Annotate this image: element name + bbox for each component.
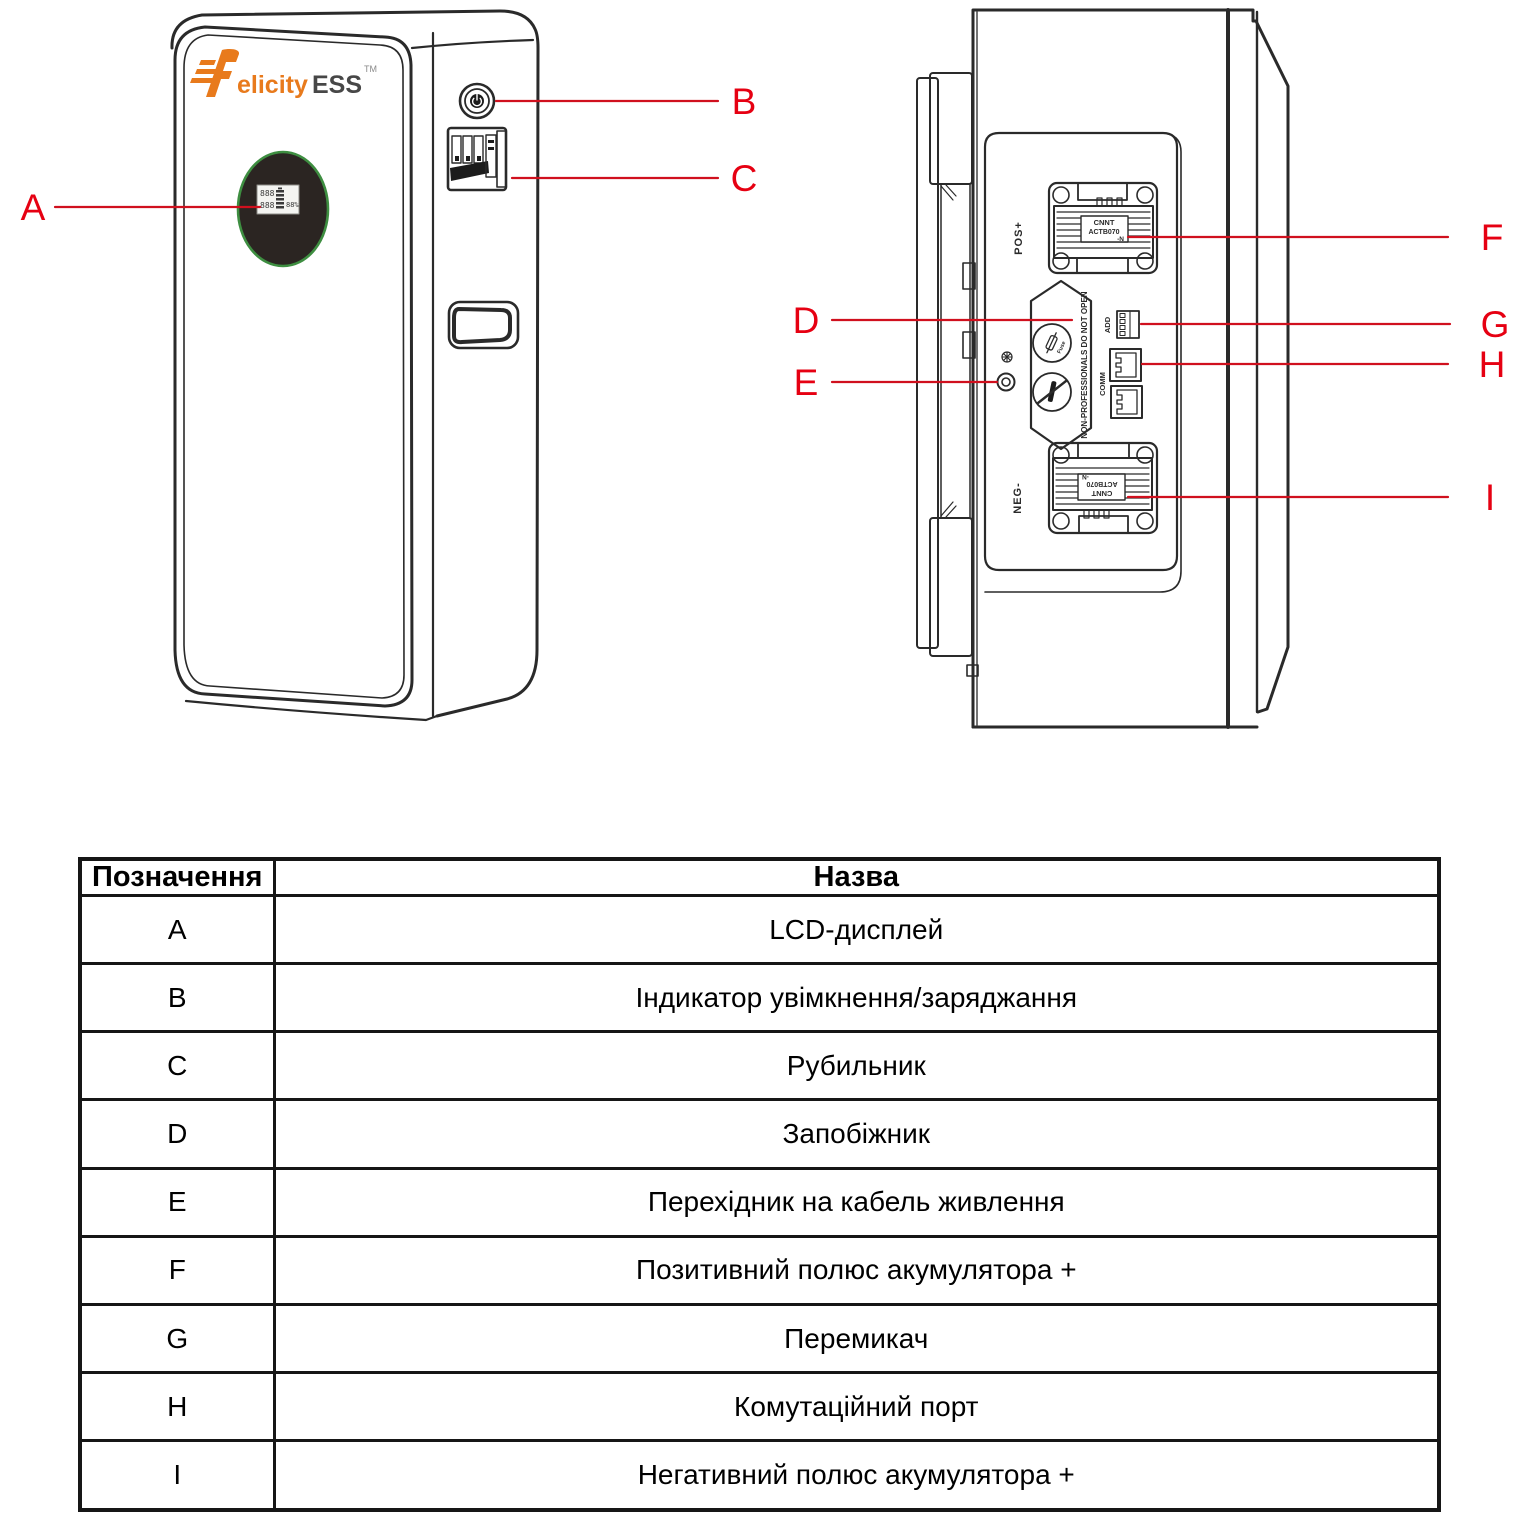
- do-not-open-icon: [1033, 373, 1071, 411]
- logo-tm: TM: [364, 64, 377, 74]
- front-face-outer: [175, 27, 412, 706]
- fuse-plate: [1031, 281, 1091, 449]
- roof-front-edge: [412, 40, 533, 48]
- row-name: Перехідник на кабель живлення: [274, 1168, 1439, 1236]
- row-letter: B: [80, 964, 274, 1032]
- row-name: LCD-дисплей: [274, 896, 1439, 964]
- callout-label-g: G: [1480, 304, 1510, 345]
- breaker-handle: [450, 161, 489, 181]
- lcd-digits-bottom: 888: [260, 201, 275, 210]
- comm-port-lower: [1111, 386, 1142, 418]
- dip-switch-label: ADD: [1103, 316, 1112, 334]
- callout-label-c: C: [730, 158, 758, 199]
- row-name: Комутаційний порт: [274, 1373, 1439, 1441]
- table-row: [80, 1373, 1439, 1441]
- callout-label-f: F: [1480, 217, 1504, 258]
- bracket-hatch-top: [941, 185, 956, 200]
- callout-label-b: B: [731, 81, 757, 122]
- row-name: Запобіжник: [274, 1100, 1439, 1168]
- handle-recess: [449, 302, 518, 348]
- row-letter: H: [80, 1373, 274, 1441]
- breaker-switch: [448, 128, 506, 190]
- do-not-open-text: NON-PROFESSIONALS DO NOT OPEN: [1080, 291, 1089, 439]
- power-cable-connector: [998, 374, 1015, 391]
- row-letter: G: [80, 1304, 274, 1372]
- fuse-icon-label: Fuse: [1056, 340, 1068, 355]
- side-body: [973, 10, 1288, 727]
- row-name: Перемикач: [274, 1304, 1439, 1372]
- positive-terminal: [1049, 183, 1157, 273]
- table-row: [80, 1100, 1439, 1168]
- table-row: [80, 1304, 1439, 1372]
- callout-label-a: A: [20, 187, 46, 228]
- fuse-icon: [1033, 324, 1071, 362]
- dip-switch: [1103, 311, 1139, 338]
- callout-label-h: H: [1478, 344, 1506, 385]
- row-name: Негативний полюс акумулятора +: [274, 1441, 1439, 1510]
- row-letter: I: [80, 1441, 274, 1510]
- row-letter: C: [80, 1032, 274, 1100]
- callout-label-d: D: [792, 300, 820, 341]
- lcd-percent: 88%: [286, 201, 299, 209]
- front-face-inner: [184, 35, 404, 698]
- row-letter: E: [80, 1168, 274, 1236]
- logo-text-elicity: elicity: [237, 71, 308, 99]
- legend-table: [78, 857, 1441, 1512]
- table-row: [80, 1168, 1439, 1236]
- logo-text-ess: ESS: [312, 71, 363, 99]
- row-letter: A: [80, 896, 274, 964]
- battery-front-view: [172, 11, 538, 720]
- row-name: Індикатор увімкнення/заряджання: [274, 964, 1439, 1032]
- comm-port-upper: [1110, 349, 1141, 381]
- legend-header-designation: Позначення: [80, 859, 274, 896]
- terminal-label-line3: -N: [1117, 236, 1124, 243]
- ground-screw-icon: [1002, 352, 1012, 362]
- terminal-label-line2: ACTB070: [1088, 229, 1120, 236]
- row-letter: F: [80, 1236, 274, 1304]
- row-name: Рубильник: [274, 1032, 1439, 1100]
- row-letter: D: [80, 1100, 274, 1168]
- table-row: [80, 1032, 1439, 1100]
- wall-bracket: [917, 73, 978, 676]
- callout-label-e: E: [793, 362, 819, 403]
- logo-speed-lines: [190, 60, 216, 83]
- table-row: [80, 1441, 1439, 1510]
- pos-terminal-label: POS+: [1013, 221, 1025, 255]
- neg-terminal-label: NEG-: [1012, 482, 1024, 514]
- battery-side-view: [917, 10, 1288, 727]
- table-row: [80, 964, 1439, 1032]
- terminal-label-line1: CNNT: [1093, 218, 1115, 227]
- legend-header-name: Назва: [274, 859, 1439, 896]
- legend-header-row: [80, 859, 1439, 896]
- row-name: Позитивний полюс акумулятора +: [274, 1236, 1439, 1304]
- callout-label-i: I: [1484, 477, 1496, 518]
- lcd-digits-top: 888: [260, 189, 275, 198]
- lcd-display: [238, 152, 328, 266]
- table-row: [80, 1236, 1439, 1304]
- power-indicator-button: [460, 84, 494, 118]
- table-row: [80, 896, 1439, 964]
- comm-ports: [1098, 349, 1142, 418]
- callouts: [21, 81, 1510, 518]
- comm-label: COMM: [1098, 372, 1107, 396]
- bracket-hatch-bottom: [941, 502, 956, 517]
- brand-logo: [190, 49, 377, 99]
- negative-terminal: [1049, 443, 1157, 533]
